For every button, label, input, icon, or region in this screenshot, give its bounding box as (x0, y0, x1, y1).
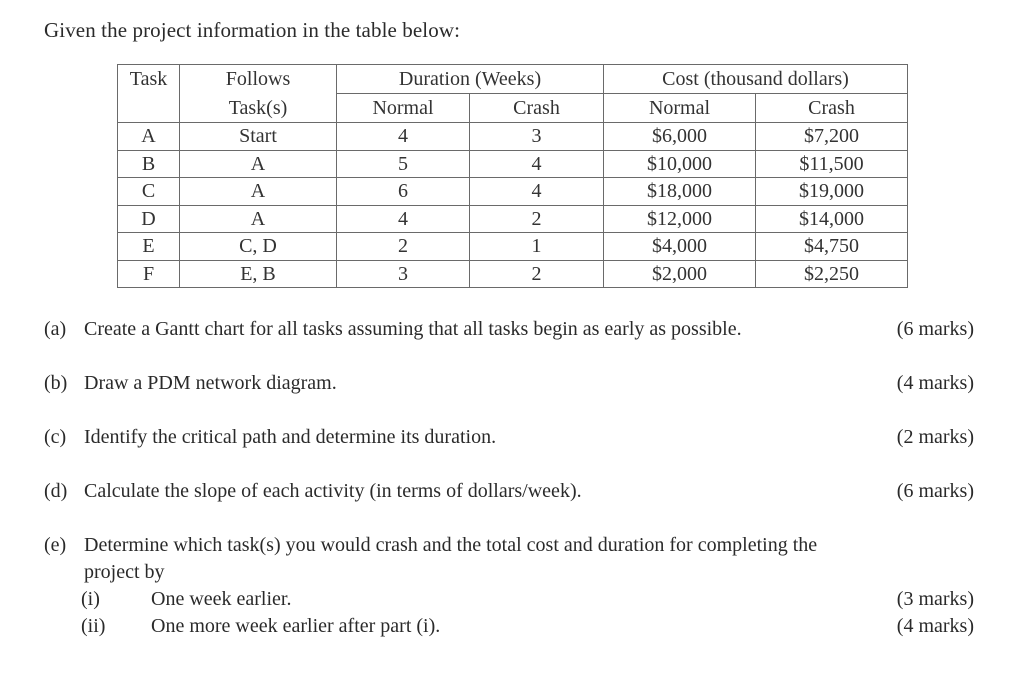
subquestion-marks: (4 marks) (896, 615, 974, 637)
cell-duration-normal: 4 (337, 123, 470, 151)
cell-task: A (118, 123, 180, 151)
cell-duration-normal: 3 (337, 260, 470, 288)
question-text: Create a Gantt chart for all tasks assuming that all tasks begin as early as possible. (84, 318, 742, 340)
cell-cost-crash: $19,000 (756, 178, 908, 206)
cell-duration-normal: 5 (337, 150, 470, 178)
subquestion-text: One more week earlier after part (i). (151, 615, 441, 637)
cell-follows: C, D (180, 233, 337, 261)
cell-follows: Start (180, 123, 337, 151)
question-text: Calculate the slope of each activity (in terms of dollars/week). (84, 480, 582, 502)
table-header-row-2 (118, 94, 908, 123)
cell-cost-crash: $11,500 (756, 150, 908, 178)
header-duration: Duration (Weeks) (337, 65, 604, 94)
cell-task: C (118, 178, 180, 206)
cell-cost-crash: $7,200 (756, 123, 908, 151)
header-duration-crash: Crash (470, 94, 604, 123)
table-row (118, 150, 908, 178)
cell-duration-crash: 1 (470, 233, 604, 261)
cell-duration-normal: 2 (337, 233, 470, 261)
cell-follows: E, B (180, 260, 337, 288)
question-label: (b) (44, 372, 68, 394)
question-text: Draw a PDM network diagram. (84, 372, 337, 394)
header-follows: Follows (180, 65, 337, 94)
question-text: Determine which task(s) you would crash and the total cost and duration for completing the (84, 534, 818, 556)
header-task: Task (118, 65, 180, 94)
cell-cost-crash: $14,000 (756, 205, 908, 233)
cell-duration-normal: 4 (337, 205, 470, 233)
question-text: Identify the critical path and determine its duration. (84, 426, 497, 448)
table-row (118, 178, 908, 206)
cell-follows: A (180, 205, 337, 233)
subquestion-marks: (3 marks) (896, 588, 974, 610)
question-label: (e) (44, 534, 67, 556)
cell-duration-crash: 4 (470, 150, 604, 178)
cell-follows: A (180, 150, 337, 178)
cell-task: B (118, 150, 180, 178)
question-label: (c) (44, 426, 67, 448)
cell-cost-normal: $10,000 (604, 150, 756, 178)
header-cost: Cost (thousand dollars) (604, 65, 908, 94)
cell-follows: A (180, 178, 337, 206)
cell-task: D (118, 205, 180, 233)
cell-cost-normal: $18,000 (604, 178, 756, 206)
question-marks: (4 marks) (896, 372, 974, 394)
header-cost-normal: Normal (604, 94, 756, 123)
cell-cost-normal: $12,000 (604, 205, 756, 233)
cell-task: F (118, 260, 180, 288)
question-marks: (2 marks) (896, 426, 974, 448)
cell-duration-normal: 6 (337, 178, 470, 206)
cell-cost-normal: $4,000 (604, 233, 756, 261)
header-duration-normal: Normal (337, 94, 470, 123)
question-label: (a) (44, 318, 67, 340)
cell-duration-crash: 2 (470, 260, 604, 288)
cell-cost-crash: $2,250 (756, 260, 908, 288)
project-table (117, 64, 908, 288)
table-row (118, 233, 908, 261)
table-row (118, 123, 908, 151)
cell-duration-crash: 4 (470, 178, 604, 206)
subquestion-label: (i) (81, 588, 100, 610)
header-follows-tasks: Task(s) (180, 94, 337, 123)
table-header-row-1 (118, 65, 908, 94)
cell-cost-normal: $2,000 (604, 260, 756, 288)
table-row (118, 205, 908, 233)
cell-cost-normal: $6,000 (604, 123, 756, 151)
cell-task: E (118, 233, 180, 261)
cell-cost-crash: $4,750 (756, 233, 908, 261)
question-label: (d) (44, 480, 68, 502)
question-marks: (6 marks) (896, 480, 974, 502)
question-text-continued: project by (84, 561, 165, 583)
subquestion-text: One week earlier. (151, 588, 292, 610)
cell-duration-crash: 3 (470, 123, 604, 151)
subquestion-label: (ii) (81, 615, 106, 637)
intro-text: Given the project information in the table below: (44, 18, 461, 42)
cell-duration-crash: 2 (470, 205, 604, 233)
question-marks: (6 marks) (896, 318, 974, 340)
table-row (118, 260, 908, 288)
header-task-blank (118, 94, 180, 123)
header-cost-crash: Crash (756, 94, 908, 123)
